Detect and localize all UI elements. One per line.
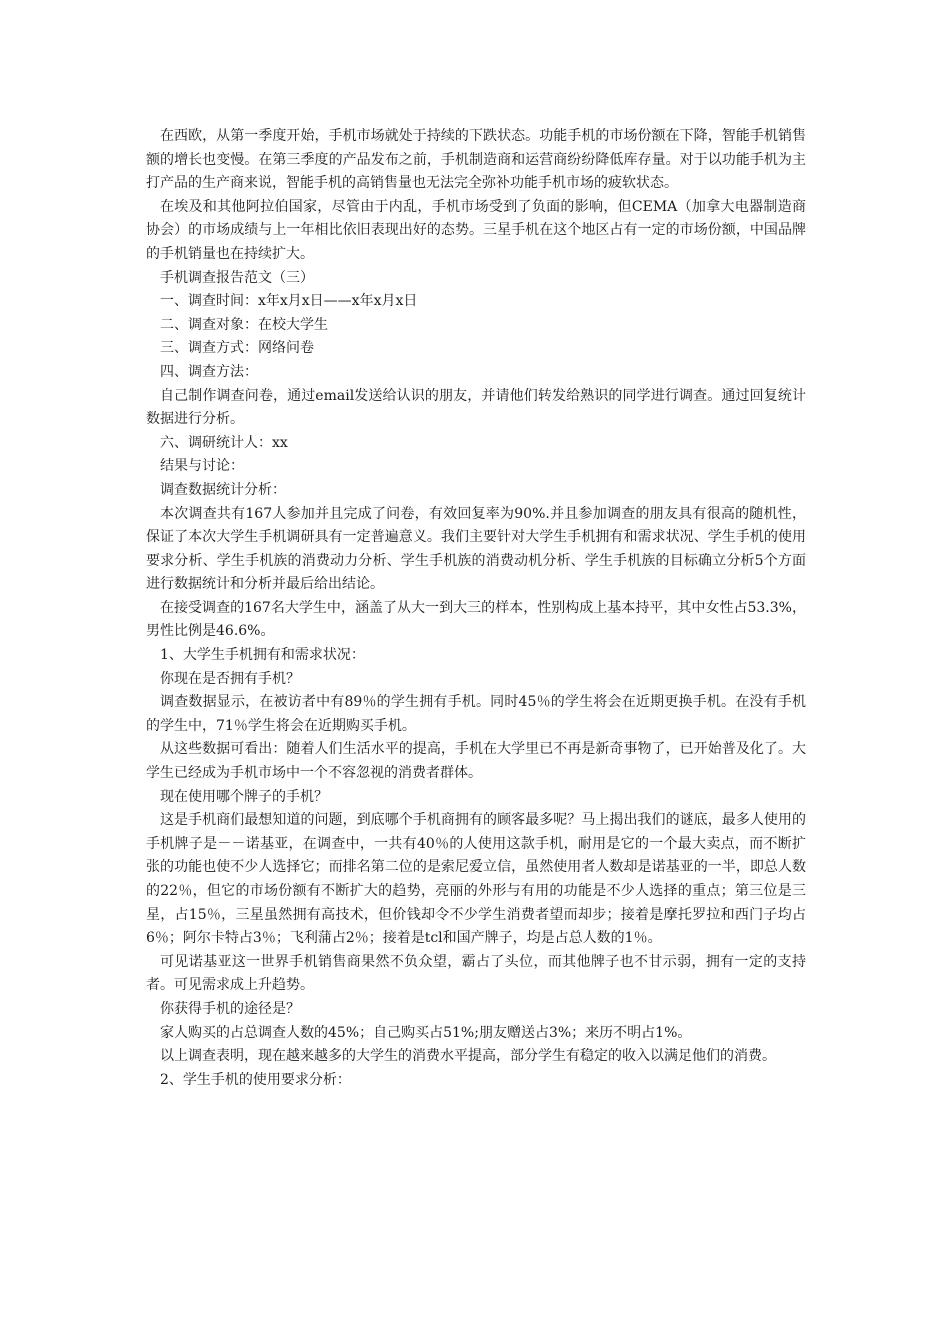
question: 你获得手机的途径是？ (160, 1000, 300, 1017)
survey-target: 二、调查对象：在校大学生 (160, 316, 328, 333)
paragraph: 在埃及和其他阿拉伯国家，尽管由于内乱，手机市场受到了负面的影响，但CEMA（加拿大电器制造商协会）的市场成绩与上一年相比依旧表现出好的态势。三星手机在这个地区占有一定的市场份额，中国品牌的手机销量也在持续扩大。 (146, 198, 806, 262)
paragraph: 可见诺基亚这一世界手机销售商果然不负众望，霸占了头位，而其他牌子也不甘示弱，拥有一定的支持者。可见需求成上升趋势。 (146, 953, 806, 994)
paragraph: 这是手机商们最想知道的问题，到底哪个手机商拥有的顾客最多呢？马上揭出我们的谜底，最多人使用的手机牌子是－－诺基亚，在调查中，一共有40％的人使用这款手机，耐用是它的一个最大卖点，而不断扩张的功能也使不少人选择它；而排名第二位的是索尼爱立信，虽然使用者人数却是诺基亚的一半，即总人数的22％，但它的市场份额有不断扩大的趋势，亮丽的外形与有用的功能是不少人选择的重点；第三位是三星，占15％，三星虽然拥有高技术，但价钱却令不少学生消费者望而却步；接着是摩托罗拉和西门子均占6％；阿尔卡特占3％；飞利蒲占2％；接着是tcl和国产牌子，均是占总人数的1％。 (146, 812, 806, 947)
paragraph: 在西欧，从第一季度开始，手机市场就处于持续的下跌状态。功能手机的市场份额在下降，智能手机销售额的增长也变慢。在第三季度的产品发布之前，手机制造商和运营商纷纷降低库存量。对于以功能手机为主打产品的生产商来说，智能手机的高销售量也无法完全弥补功能手机市场的疲软状态。 (146, 128, 806, 192)
question: 现在使用哪个牌子的手机？ (160, 788, 328, 805)
results-heading: 结果与讨论： (160, 458, 244, 475)
paragraph: 以上调查表明，现在越来越多的大学生的消费水平提高，部分学生有稳定的收入以满足他们的消费。 (160, 1048, 776, 1065)
paragraph: 自己制作调查问卷，通过email发送给认识的朋友，并请他们转发给熟识的同学进行调查。通过回复统计数据进行分析。 (146, 387, 806, 428)
paragraph: 从这些数据可看出：随着人们生活水平的提高，手机在大学里已不再是新奇事物了，已开始普及化了。大学生已经成为手机市场中一个不容忽视的消费者群体。 (146, 741, 806, 782)
subsection-heading: 1、大学生手机拥有和需求状况： (160, 647, 365, 664)
document-body (146, 125, 806, 1092)
survey-mode: 三、调查方式：网络问卷 (160, 340, 314, 357)
paragraph: 在接受调查的167名大学生中，涵盖了从大一到大三的样本，性别构成上基本持平，其中女性占53.3%，男性比例是46.6%。 (146, 599, 806, 640)
paragraph: 本次调查共有167人参加并且完成了问卷，有效回复率为90%.并且参加调查的朋友具有很高的随机性，保证了本次大学生手机调研具有一定普遍意义。我们主要针对大学生手机拥有和需求状况、学生手机的使用要求分析、学生手机族的消费动力分析、学生手机族的消费动机分析、学生手机族的目标确立分析5个方面进行数据统计和分析并最后给出结论。 (146, 505, 806, 593)
paragraph: 家人购买的占总调查人数的45%；自己购买占51%;朋友赠送占3%；来历不明占1%。 (160, 1024, 692, 1041)
paragraph: 调查数据显示，在被访者中有89％的学生拥有手机。同时45％的学生将会在近期更换手机。在没有手机的学生中，71％学生将会在近期购买手机。 (146, 694, 806, 734)
survey-method-heading: 四、调查方法： (160, 363, 258, 380)
subsection-heading: 2、学生手机的使用要求分析： (160, 1071, 351, 1088)
survey-time: 一、调查时间：x年x月x日——x年x月x日 (160, 293, 418, 310)
section-title: 手机调查报告范文（三） (160, 269, 314, 286)
question: 你现在是否拥有手机？ (160, 670, 300, 687)
survey-statistician: 六、调研统计人：xx (160, 434, 288, 451)
analysis-heading: 调查数据统计分析： (160, 481, 286, 498)
